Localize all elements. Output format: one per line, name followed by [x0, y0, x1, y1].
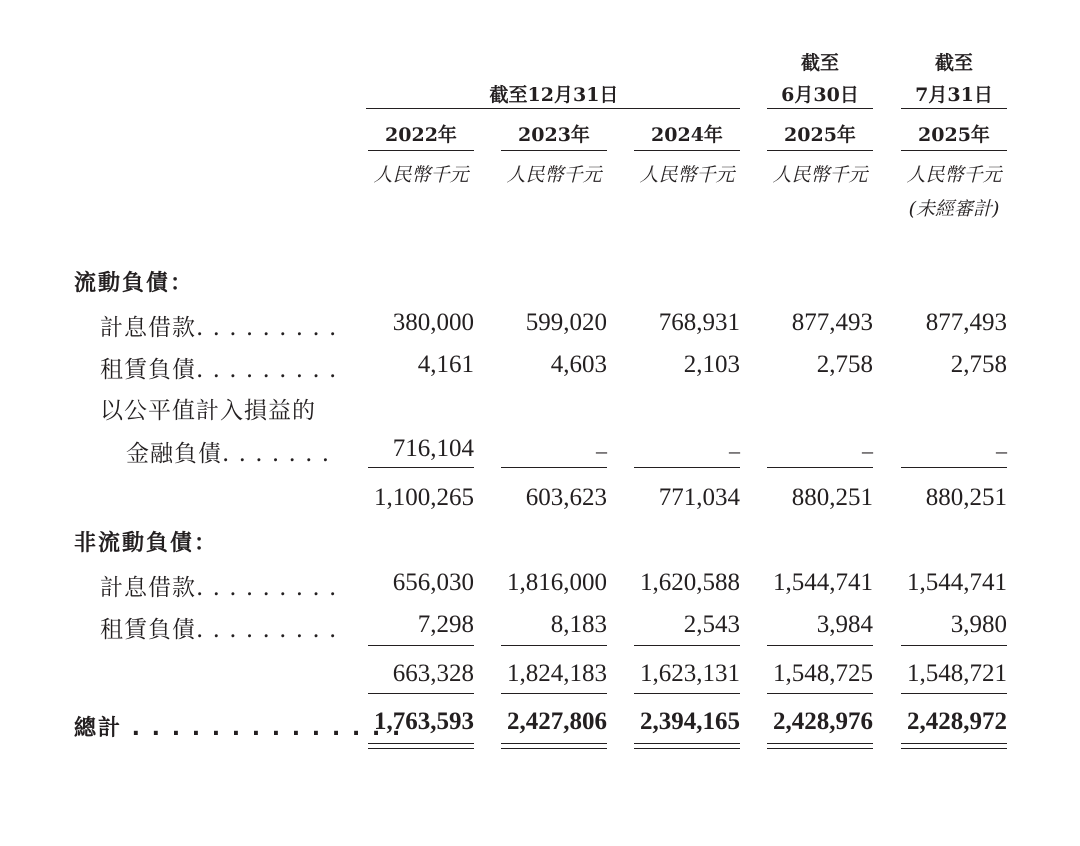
- double-underline: [501, 748, 607, 749]
- cell-value: 2,543: [683, 611, 740, 638]
- year-rule: [767, 150, 873, 151]
- subtotal-rule: [901, 645, 1007, 646]
- year-header: 2022年: [385, 124, 457, 146]
- cell-value: 656,030: [392, 569, 474, 596]
- total-value: 2,428,976: [773, 708, 873, 735]
- year-header: 2025年: [918, 124, 990, 146]
- section-current-liabilities: 流動負債：: [74, 271, 195, 296]
- subtotal-rule: [368, 467, 474, 468]
- cell-value: 877,493: [791, 309, 873, 336]
- subtotal-rule: [634, 467, 740, 468]
- cell-value: 2,758: [950, 351, 1007, 378]
- cell-value: 7,298: [417, 611, 474, 638]
- cell-value: –: [996, 438, 1007, 463]
- cell-value: 3,984: [816, 611, 873, 638]
- cell-value: 3,980: [950, 611, 1007, 638]
- year-rule: [501, 150, 607, 151]
- section-noncurrent-liabilities: 非流動負債：: [74, 531, 219, 556]
- subtotal-value: 880,251: [925, 484, 1007, 511]
- cell-value: 1,544,741: [773, 569, 873, 596]
- double-underline: [634, 743, 740, 744]
- double-underline: [767, 748, 873, 749]
- subtotal-rule: [501, 645, 607, 646]
- cell-value: 599,020: [525, 309, 607, 336]
- row-label-total: 總計 . . . . . . . . . . . . . .: [74, 716, 403, 741]
- period-group-label: 截至12月31日: [489, 84, 619, 106]
- row-label-noncurrent-lease: 租賃負債. . . . . . . . .: [100, 617, 338, 643]
- double-underline: [368, 748, 474, 749]
- cell-value: 4,603: [550, 351, 607, 378]
- col5-top-label: 截至: [934, 52, 973, 74]
- total-value: 1,763,593: [374, 708, 474, 735]
- cell-value: 877,493: [925, 309, 1007, 336]
- cell-value: 768,931: [658, 309, 740, 336]
- subtotal-value: 663,328: [392, 660, 474, 687]
- subtotal-rule: [634, 645, 740, 646]
- header-rule-col5: [901, 108, 1007, 109]
- row-label-fvtpl-line1: 以公平值計入損益的: [100, 398, 316, 424]
- double-underline: [368, 743, 474, 744]
- unit-label: 人民幣千元: [639, 164, 735, 186]
- double-underline: [634, 748, 740, 749]
- cell-value: 716,104: [392, 435, 474, 462]
- subtotal-value: 603,623: [525, 484, 607, 511]
- header-rule-group: [366, 108, 740, 109]
- cell-value: –: [596, 438, 607, 463]
- subtotal-rule: [901, 467, 1007, 468]
- unit-label: 人民幣千元: [772, 164, 868, 186]
- total-top-rule: [901, 693, 1007, 694]
- total-value: 2,428,972: [907, 708, 1007, 735]
- subtotal-rule: [368, 645, 474, 646]
- total-top-rule: [368, 693, 474, 694]
- subtotal-value: 1,824,183: [507, 660, 607, 687]
- cell-value: –: [729, 438, 740, 463]
- cell-value: –: [862, 438, 873, 463]
- total-value: 2,427,806: [507, 708, 607, 735]
- cell-value: 2,758: [816, 351, 873, 378]
- subtotal-value: 880,251: [791, 484, 873, 511]
- col4-top-label: 截至: [800, 52, 839, 74]
- cell-value: 1,620,588: [640, 569, 740, 596]
- double-underline: [901, 748, 1007, 749]
- subtotal-rule: [767, 467, 873, 468]
- col4-date-label: 6月30日: [781, 84, 859, 106]
- cell-value: 380,000: [392, 309, 474, 336]
- cell-value: 1,544,741: [907, 569, 1007, 596]
- total-top-rule: [634, 693, 740, 694]
- total-top-rule: [501, 693, 607, 694]
- cell-value: 8,183: [550, 611, 607, 638]
- col5-date-label: 7月31日: [915, 84, 993, 106]
- row-label-noncurrent-borrowings: 計息借款. . . . . . . . .: [100, 575, 338, 601]
- cell-value: 4,161: [417, 351, 474, 378]
- subtotal-value: 1,623,131: [640, 660, 740, 687]
- year-rule: [368, 150, 474, 151]
- cell-value: 1,816,000: [507, 569, 607, 596]
- subtotal-value: 1,548,725: [773, 660, 873, 687]
- unit-label: 人民幣千元: [906, 164, 1002, 186]
- year-header: 2024年: [651, 124, 723, 146]
- subtotal-value: 1,548,721: [907, 660, 1007, 687]
- year-header: 2025年: [784, 124, 856, 146]
- total-top-rule: [767, 693, 873, 694]
- subtotal-rule: [501, 467, 607, 468]
- row-label-current-lease: 租賃負債. . . . . . . . .: [100, 357, 338, 383]
- year-rule: [634, 150, 740, 151]
- unaudited-note: (未經審計): [908, 198, 1000, 220]
- row-label-fvtpl: 金融負債. . . . . . .: [126, 441, 331, 467]
- double-underline: [901, 743, 1007, 744]
- subtotal-rule: [767, 645, 873, 646]
- double-underline: [767, 743, 873, 744]
- year-rule: [901, 150, 1007, 151]
- unit-label: 人民幣千元: [373, 164, 469, 186]
- row-label-current-borrowings: 計息借款. . . . . . . . .: [100, 315, 338, 341]
- subtotal-value: 771,034: [658, 484, 740, 511]
- unit-label: 人民幣千元: [506, 164, 602, 186]
- cell-value: 2,103: [683, 351, 740, 378]
- double-underline: [501, 743, 607, 744]
- header-rule-col4: [767, 108, 873, 109]
- total-value: 2,394,165: [640, 708, 740, 735]
- year-header: 2023年: [518, 124, 590, 146]
- subtotal-value: 1,100,265: [374, 484, 474, 511]
